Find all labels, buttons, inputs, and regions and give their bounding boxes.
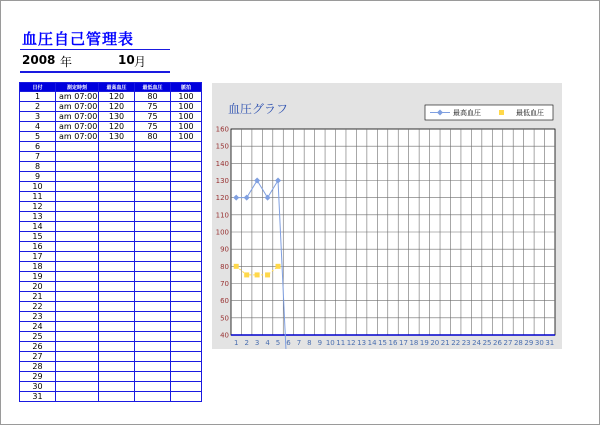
cell-pulse[interactable] (171, 172, 202, 182)
cell-pulse[interactable]: 100 (171, 102, 202, 112)
cell-pulse[interactable] (171, 312, 202, 322)
cell-date[interactable]: 19 (20, 272, 56, 282)
cell-diastolic[interactable]: 75 (135, 112, 171, 122)
table-row (20, 242, 202, 252)
x-tick-label: 17 (398, 339, 408, 347)
x-tick-label: 25 (482, 339, 492, 347)
cell-diastolic[interactable] (135, 292, 171, 302)
table-row (20, 112, 202, 122)
cell-diastolic[interactable] (135, 242, 171, 252)
cell-systolic[interactable] (99, 282, 135, 292)
cell-pulse[interactable] (171, 212, 202, 222)
cell-time[interactable] (56, 322, 99, 332)
cell-pulse[interactable] (171, 182, 202, 192)
cell-pulse[interactable] (171, 392, 202, 402)
cell-date[interactable]: 7 (20, 152, 56, 162)
cell-date[interactable]: 12 (20, 202, 56, 212)
cell-pulse[interactable] (171, 332, 202, 342)
cell-pulse[interactable]: 100 (171, 132, 202, 142)
table-row (20, 312, 202, 322)
cell-date[interactable]: 27 (20, 352, 56, 362)
cell-diastolic[interactable] (135, 202, 171, 212)
cell-time[interactable] (56, 232, 99, 242)
table-row (20, 232, 202, 242)
cell-date[interactable]: 28 (20, 362, 56, 372)
table-row (20, 342, 202, 352)
year-label: 年 (60, 55, 73, 69)
cell-time[interactable]: am 07:00 (56, 102, 99, 112)
cell-systolic[interactable] (99, 182, 135, 192)
cell-systolic[interactable]: 120 (99, 92, 135, 102)
cell-systolic[interactable] (99, 372, 135, 382)
month-value[interactable]: 10 (118, 53, 135, 67)
cell-diastolic[interactable] (135, 372, 171, 382)
cell-time[interactable]: am 07:00 (56, 112, 99, 122)
cell-systolic[interactable] (99, 162, 135, 172)
cell-pulse[interactable] (171, 352, 202, 362)
cell-diastolic[interactable] (135, 142, 171, 152)
x-tick-label: 22 (451, 339, 461, 347)
blood-pressure-log-table (19, 82, 202, 402)
y-tick-label: 90 (220, 245, 229, 254)
cell-pulse[interactable] (171, 162, 202, 172)
x-tick-label: 9 (317, 339, 323, 347)
cell-pulse[interactable] (171, 142, 202, 152)
x-tick-label: 13 (357, 339, 367, 347)
table-row (20, 392, 202, 402)
cell-time[interactable] (56, 192, 99, 202)
x-tick-label: 6 (286, 339, 291, 347)
cell-diastolic[interactable] (135, 162, 171, 172)
cell-diastolic[interactable]: 75 (135, 102, 171, 112)
cell-diastolic[interactable] (135, 382, 171, 392)
cell-date[interactable]: 22 (20, 302, 56, 312)
cell-date[interactable]: 24 (20, 322, 56, 332)
table-row (20, 172, 202, 182)
cell-time[interactable] (56, 202, 99, 212)
table-row (20, 262, 202, 272)
month-label: 月 (134, 55, 147, 69)
cell-time[interactable] (56, 222, 99, 232)
cell-pulse[interactable] (171, 242, 202, 252)
table-row (20, 362, 202, 372)
cell-date[interactable]: 18 (20, 262, 56, 272)
x-tick-label: 21 (440, 339, 450, 347)
cell-time[interactable] (56, 252, 99, 262)
x-tick-label: 8 (307, 339, 312, 347)
cell-diastolic[interactable] (135, 322, 171, 332)
cell-diastolic[interactable] (135, 362, 171, 372)
cell-time[interactable] (56, 152, 99, 162)
cell-time[interactable] (56, 292, 99, 302)
cell-date[interactable]: 25 (20, 332, 56, 342)
x-tick-label: 7 (296, 339, 302, 347)
cell-pulse[interactable] (171, 372, 202, 382)
cell-pulse[interactable] (171, 292, 202, 302)
x-tick-label: 14 (367, 339, 377, 347)
cell-diastolic[interactable] (135, 302, 171, 312)
cell-systolic[interactable] (99, 232, 135, 242)
cell-systolic[interactable] (99, 142, 135, 152)
x-tick-label: 23 (461, 339, 471, 347)
table-row (20, 372, 202, 382)
cell-systolic[interactable] (99, 202, 135, 212)
cell-systolic[interactable] (99, 212, 135, 222)
cell-date[interactable]: 26 (20, 342, 56, 352)
cell-date[interactable]: 8 (20, 162, 56, 172)
y-tick-label: 50 (220, 314, 229, 323)
cell-diastolic[interactable] (135, 312, 171, 322)
table-header-row (20, 83, 202, 92)
cell-time[interactable] (56, 362, 99, 372)
cell-systolic[interactable] (99, 242, 135, 252)
cell-systolic[interactable] (99, 342, 135, 352)
column-header-pulse: 脈拍 (171, 83, 202, 92)
cell-diastolic[interactable]: 80 (135, 132, 171, 142)
cell-time[interactable] (56, 382, 99, 392)
y-tick-label: 110 (215, 211, 229, 220)
column-header-systolic: 最高血圧 (99, 83, 135, 92)
x-tick-label: 30 (534, 339, 544, 347)
cell-time[interactable] (56, 342, 99, 352)
cell-time[interactable]: am 07:00 (56, 92, 99, 102)
blood-pressure-chart (212, 83, 562, 349)
cell-systolic[interactable] (99, 322, 135, 332)
cell-date[interactable]: 1 (20, 92, 56, 102)
cell-time[interactable] (56, 332, 99, 342)
cell-pulse[interactable] (171, 192, 202, 202)
table-row (20, 252, 202, 262)
cell-date[interactable]: 11 (20, 192, 56, 202)
x-tick-label: 16 (388, 339, 398, 347)
x-tick-label: 12 (346, 339, 356, 347)
x-tick-label: 29 (524, 339, 534, 347)
y-tick-label: 80 (220, 262, 229, 271)
x-tick-label: 24 (472, 339, 482, 347)
cell-diastolic[interactable]: 80 (135, 92, 171, 102)
cell-time[interactable] (56, 212, 99, 222)
cell-systolic[interactable] (99, 262, 135, 272)
cell-systolic[interactable] (99, 292, 135, 302)
cell-systolic[interactable]: 130 (99, 112, 135, 122)
cell-diastolic[interactable] (135, 392, 171, 402)
cell-date[interactable]: 10 (20, 182, 56, 192)
cell-systolic[interactable] (99, 382, 135, 392)
cell-pulse[interactable] (171, 342, 202, 352)
point-diastolic (276, 264, 281, 269)
column-header-date: 日付 (20, 83, 56, 92)
cell-diastolic[interactable] (135, 352, 171, 362)
x-tick-label: 20 (430, 339, 440, 347)
cell-time[interactable] (56, 262, 99, 272)
cell-systolic[interactable]: 130 (99, 132, 135, 142)
cell-diastolic[interactable] (135, 222, 171, 232)
x-tick-label: 3 (254, 339, 260, 347)
table-row (20, 132, 202, 142)
cell-pulse[interactable] (171, 252, 202, 262)
cell-diastolic[interactable] (135, 342, 171, 352)
table-body (20, 92, 202, 402)
cell-date[interactable]: 29 (20, 372, 56, 382)
cell-date[interactable]: 16 (20, 242, 56, 252)
x-tick-label: 10 (325, 339, 335, 347)
cell-pulse[interactable] (171, 322, 202, 332)
cell-time[interactable]: am 07:00 (56, 122, 99, 132)
cell-systolic[interactable]: 120 (99, 122, 135, 132)
cell-pulse[interactable] (171, 262, 202, 272)
cell-date[interactable]: 30 (20, 382, 56, 392)
chart-title: 血圧グラフ (228, 102, 289, 116)
cell-date[interactable]: 6 (20, 142, 56, 152)
x-tick-label: 11 (336, 339, 346, 347)
table-row (20, 302, 202, 312)
cell-time[interactable] (56, 282, 99, 292)
cell-systolic[interactable] (99, 332, 135, 342)
table-row (20, 152, 202, 162)
x-tick-label: 27 (503, 339, 513, 347)
cell-diastolic[interactable] (135, 232, 171, 242)
cell-pulse[interactable] (171, 222, 202, 232)
cell-time[interactable] (56, 312, 99, 322)
cell-diastolic[interactable] (135, 192, 171, 202)
cell-systolic[interactable] (99, 172, 135, 182)
table-row (20, 272, 202, 282)
cell-systolic[interactable] (99, 272, 135, 282)
cell-pulse[interactable] (171, 282, 202, 292)
cell-date[interactable]: 17 (20, 252, 56, 262)
point-diastolic (255, 272, 260, 277)
cell-date[interactable]: 4 (20, 122, 56, 132)
x-tick-label: 5 (275, 339, 281, 347)
table-row (20, 202, 202, 212)
table-row (20, 212, 202, 222)
cell-date[interactable]: 14 (20, 222, 56, 232)
column-header-diastolic: 最低血圧 (135, 83, 171, 92)
cell-date[interactable]: 31 (20, 392, 56, 402)
table-row (20, 382, 202, 392)
cell-pulse[interactable] (171, 362, 202, 372)
cell-systolic[interactable] (99, 152, 135, 162)
cell-time[interactable] (56, 162, 99, 172)
cell-diastolic[interactable] (135, 172, 171, 182)
cell-time[interactable] (56, 392, 99, 402)
y-tick-label: 160 (215, 125, 229, 134)
y-tick-label: 40 (220, 331, 229, 340)
sheet-title: 血圧自己管理表 (22, 30, 135, 48)
cell-diastolic[interactable] (135, 212, 171, 222)
cell-diastolic[interactable] (135, 332, 171, 342)
cell-time[interactable] (56, 372, 99, 382)
cell-systolic[interactable] (99, 252, 135, 262)
cell-time[interactable] (56, 142, 99, 152)
x-tick-label: 18 (409, 339, 419, 347)
column-header-time: 測定時刻 (56, 83, 99, 92)
cell-systolic[interactable]: 120 (99, 102, 135, 112)
cell-pulse[interactable] (171, 272, 202, 282)
legend-label-systolic: 最高血圧 (453, 109, 481, 117)
period-underline (20, 71, 170, 73)
table-row (20, 192, 202, 202)
table-row (20, 332, 202, 342)
cell-date[interactable]: 3 (20, 112, 56, 122)
cell-pulse[interactable] (171, 232, 202, 242)
table-row (20, 282, 202, 292)
point-diastolic (244, 272, 249, 277)
year-value[interactable]: 2008 (22, 53, 56, 67)
cell-diastolic[interactable] (135, 282, 171, 292)
table-row (20, 162, 202, 172)
point-diastolic (234, 264, 239, 269)
cell-time[interactable] (56, 182, 99, 192)
cell-pulse[interactable]: 100 (171, 92, 202, 102)
cell-systolic[interactable] (99, 222, 135, 232)
cell-time[interactable] (56, 172, 99, 182)
cell-time[interactable] (56, 352, 99, 362)
cell-pulse[interactable] (171, 152, 202, 162)
cell-pulse[interactable] (171, 202, 202, 212)
cell-diastolic[interactable]: 75 (135, 122, 171, 132)
cell-diastolic[interactable] (135, 262, 171, 272)
table-row (20, 92, 202, 102)
cell-date[interactable]: 9 (20, 172, 56, 182)
chart-svg (212, 83, 562, 349)
cell-pulse[interactable] (171, 382, 202, 392)
cell-systolic[interactable] (99, 392, 135, 402)
x-tick-label: 28 (513, 339, 523, 347)
cell-systolic[interactable] (99, 192, 135, 202)
y-tick-label: 100 (215, 228, 229, 237)
cell-date[interactable]: 15 (20, 232, 56, 242)
y-tick-label: 150 (215, 142, 229, 151)
cell-pulse[interactable]: 100 (171, 122, 202, 132)
table-row (20, 222, 202, 232)
table-row (20, 182, 202, 192)
x-tick-label: 2 (244, 339, 249, 347)
cell-systolic[interactable] (99, 352, 135, 362)
y-tick-label: 140 (215, 159, 229, 168)
cell-time[interactable] (56, 272, 99, 282)
cell-diastolic[interactable] (135, 252, 171, 262)
table-row (20, 322, 202, 332)
y-tick-label: 130 (215, 177, 229, 185)
point-diastolic (265, 272, 270, 277)
period (22, 53, 170, 69)
cell-time[interactable] (56, 242, 99, 252)
cell-time[interactable] (56, 302, 99, 312)
x-tick-label: 1 (233, 339, 239, 347)
cell-diastolic[interactable] (135, 152, 171, 162)
cell-date[interactable]: 20 (20, 282, 56, 292)
x-tick-label: 19 (419, 339, 429, 347)
title-underline (20, 49, 170, 50)
cell-date[interactable]: 13 (20, 212, 56, 222)
cell-date[interactable]: 5 (20, 132, 56, 142)
table-row (20, 352, 202, 362)
cell-pulse[interactable]: 100 (171, 112, 202, 122)
x-tick-label: 4 (265, 339, 270, 347)
x-tick-label: 31 (545, 339, 555, 347)
y-tick-label: 120 (215, 194, 229, 203)
x-tick-label: 15 (378, 339, 388, 347)
legend-marker-diastolic (499, 110, 504, 115)
cell-diastolic[interactable] (135, 182, 171, 192)
cell-date[interactable]: 21 (20, 292, 56, 302)
cell-time[interactable]: am 07:00 (56, 132, 99, 142)
table-row (20, 292, 202, 302)
cell-diastolic[interactable] (135, 272, 171, 282)
legend-label-diastolic: 最低血圧 (516, 109, 544, 117)
cell-systolic[interactable] (99, 362, 135, 372)
table-row (20, 102, 202, 112)
y-tick-label: 70 (220, 280, 229, 288)
cell-date[interactable]: 23 (20, 312, 56, 322)
cell-date[interactable]: 2 (20, 102, 56, 112)
cell-systolic[interactable] (99, 302, 135, 312)
x-tick-label: 26 (493, 339, 502, 347)
y-tick-label: 60 (220, 297, 229, 306)
table-row (20, 122, 202, 132)
cell-systolic[interactable] (99, 312, 135, 322)
table-row (20, 142, 202, 152)
cell-pulse[interactable] (171, 302, 202, 312)
